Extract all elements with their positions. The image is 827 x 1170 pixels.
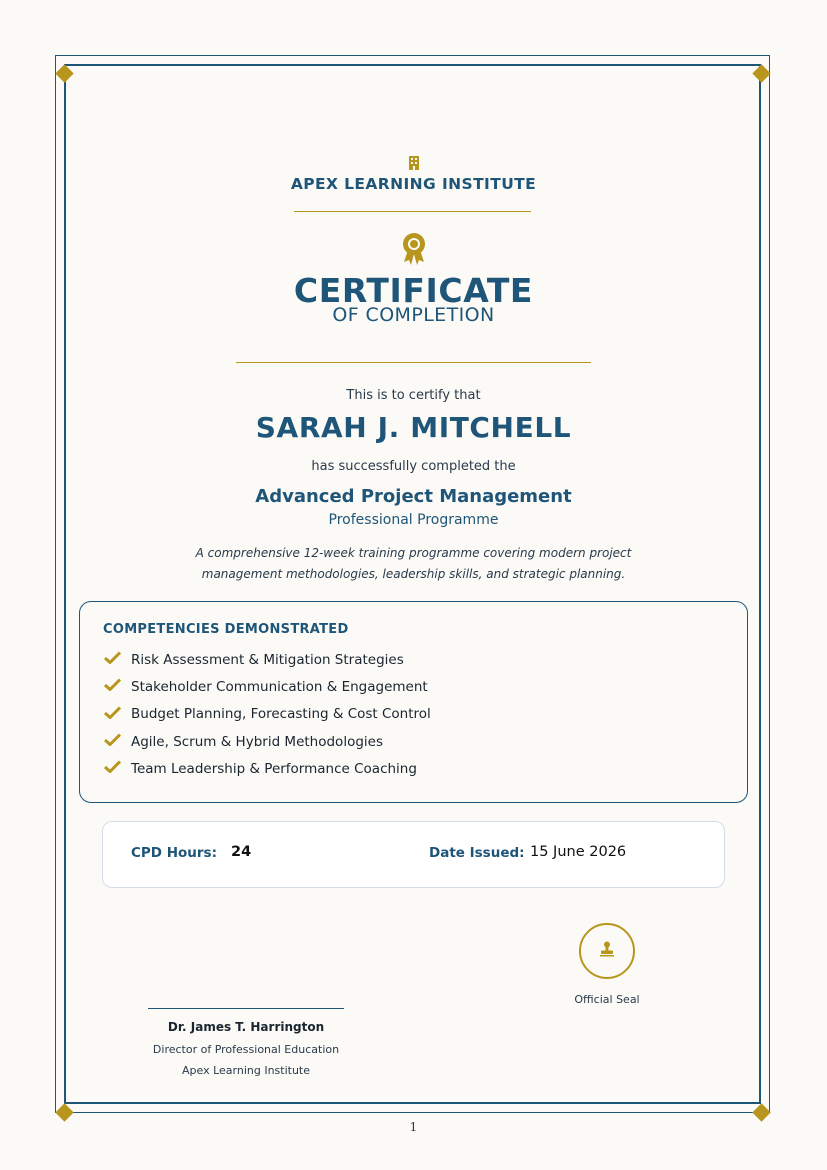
award-medal-icon	[0, 232, 827, 270]
course-description	[0, 543, 827, 585]
signatory-role: Director of Professional Education	[152, 1043, 340, 1056]
competency-label: Agile, Scrum & Hybrid Methodologies	[131, 733, 383, 750]
checkmark-icon	[104, 733, 124, 750]
course-title: Advanced Project Management	[255, 486, 572, 507]
divider	[236, 362, 591, 363]
competencies-list	[104, 646, 431, 782]
recipient-name: SARAH J. MITCHELL	[255, 411, 572, 444]
signatory-organization: Apex Learning Institute	[181, 1064, 311, 1077]
list-item	[104, 701, 431, 728]
checkmark-icon	[104, 760, 124, 777]
checkmark-icon	[104, 651, 124, 668]
list-item	[104, 728, 431, 755]
page-number: 1	[409, 1120, 418, 1134]
competencies-panel	[79, 601, 748, 803]
list-item	[104, 673, 431, 700]
competency-label: Stakeholder Communication & Engagement	[131, 678, 428, 695]
details-panel	[102, 821, 725, 888]
competency-label: Team Leadership & Performance Coaching	[131, 760, 417, 777]
competency-label: Risk Assessment & Mitigation Strategies	[131, 651, 404, 668]
list-item	[104, 646, 431, 673]
course-description-line: management methodologies, leadership skills, and strategic planning.	[201, 567, 626, 581]
course-description-line: A comprehensive 12-week training programme covering modern project	[195, 546, 632, 560]
checkmark-icon	[104, 678, 124, 695]
course-type: Professional Programme	[328, 512, 499, 528]
list-item	[104, 755, 431, 782]
competency-label: Budget Planning, Forecasting & Cost Control	[131, 706, 431, 723]
certificate-title: CERTIFICATE	[293, 271, 534, 310]
certificate-subtitle: OF COMPLETION	[332, 304, 495, 326]
divider	[294, 211, 531, 212]
signature-line	[148, 1008, 344, 1009]
building-icon	[0, 155, 827, 174]
certify-text: This is to certify that	[346, 388, 481, 403]
seal-label: Official Seal	[574, 993, 640, 1006]
cpd-hours-value: 24	[231, 844, 252, 860]
checkmark-icon	[104, 706, 124, 723]
date-issued-label: Date Issued:	[429, 845, 525, 861]
competencies-heading: COMPETENCIES DEMONSTRATED	[103, 622, 349, 637]
date-issued-value: 15 June 2026	[530, 844, 627, 860]
official-seal	[579, 923, 635, 979]
completed-text: has successfully completed the	[311, 459, 516, 474]
stamp-icon	[599, 941, 615, 961]
signatory-name: Dr. James T. Harrington	[167, 1020, 325, 1034]
cpd-hours-label: CPD Hours:	[131, 845, 217, 861]
institution-name: APEX LEARNING INSTITUTE	[290, 175, 537, 193]
